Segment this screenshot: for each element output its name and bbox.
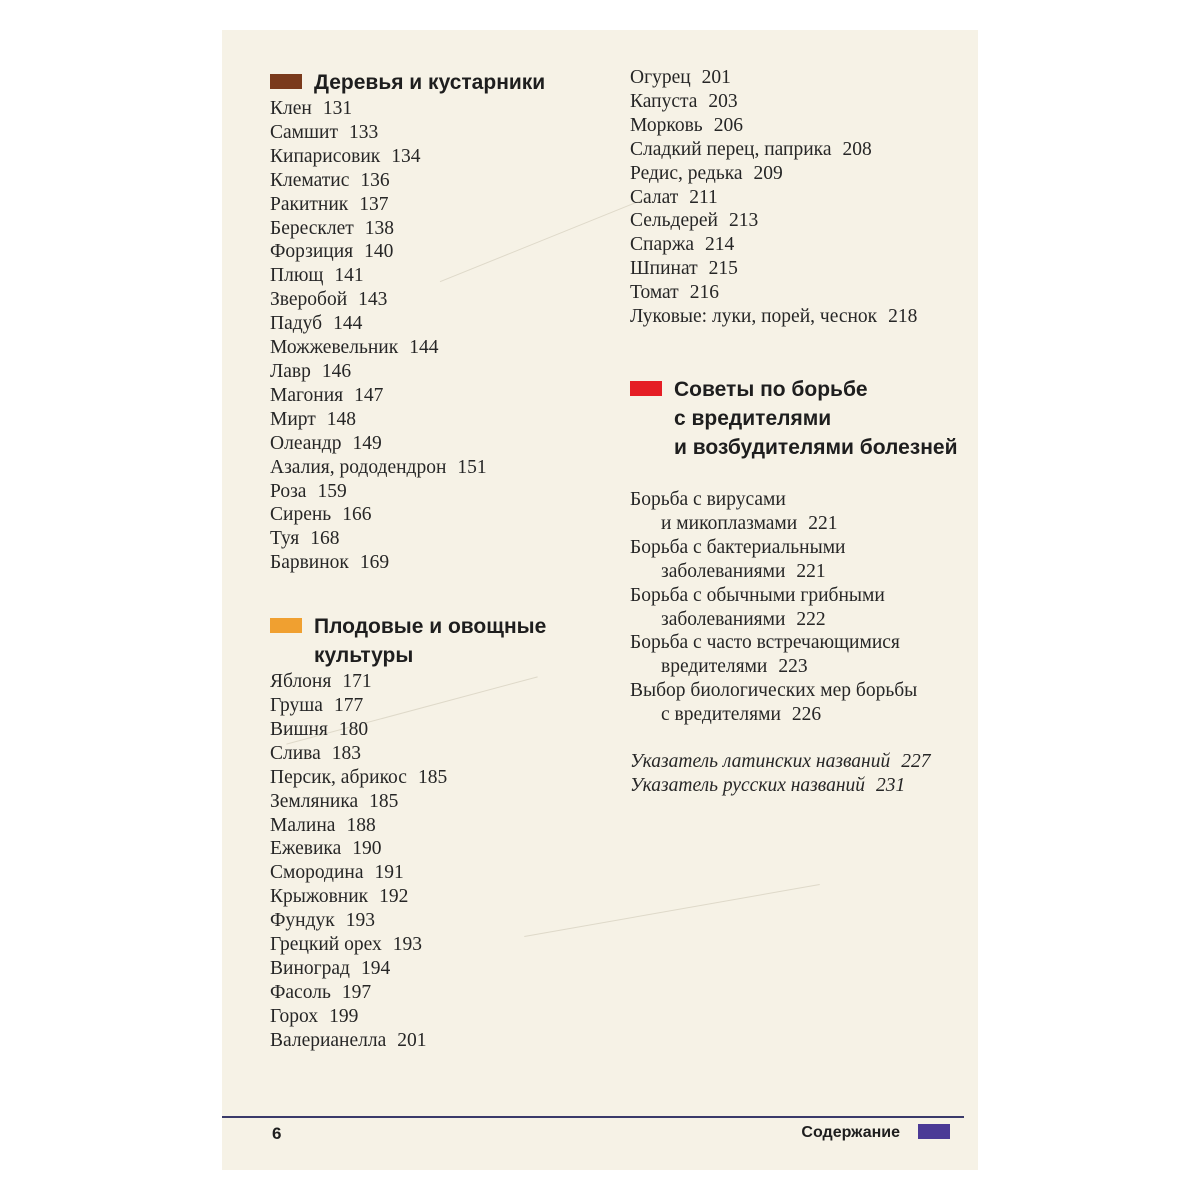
entry-page-number: 208 bbox=[842, 138, 872, 160]
entry-page-number: 199 bbox=[329, 1005, 359, 1027]
entry-page-number: 131 bbox=[322, 98, 353, 119]
toc-entry bbox=[630, 774, 970, 798]
entry-title: Указатель русских названий bbox=[630, 774, 866, 796]
entry-title: Ракитник bbox=[270, 193, 349, 215]
section-title-line: с вредителями bbox=[674, 406, 832, 430]
toc-entry bbox=[270, 814, 590, 838]
entry-page-number: 185 bbox=[369, 790, 399, 812]
entry-title: Фундук bbox=[270, 910, 335, 932]
entry-page-number: 147 bbox=[354, 384, 384, 406]
entry-title-continuation bbox=[630, 703, 970, 727]
entry-page-number: 192 bbox=[379, 886, 409, 908]
entry-page-number: 209 bbox=[753, 162, 783, 184]
toc-entry bbox=[270, 718, 590, 742]
toc-entry bbox=[270, 551, 590, 575]
entry-title: с вредителями bbox=[661, 704, 781, 726]
entry-title: Лавр bbox=[270, 360, 311, 382]
entry-title: Туя bbox=[270, 528, 300, 550]
entry-page-number: 197 bbox=[341, 981, 372, 1003]
entry-page-number: 201 bbox=[397, 1029, 427, 1051]
entry-title: Борьба с часто встречающимися bbox=[630, 632, 900, 654]
toc-entry bbox=[630, 305, 970, 329]
vegetables-entry-list bbox=[630, 66, 970, 329]
toc-entry bbox=[630, 631, 970, 679]
toc-entry bbox=[630, 162, 970, 186]
entry-page-number: 144 bbox=[409, 337, 439, 359]
toc-entry bbox=[270, 861, 590, 885]
toc-entry bbox=[270, 217, 590, 241]
toc-entry bbox=[630, 281, 970, 305]
toc-entry bbox=[270, 694, 590, 718]
section-pests-heading bbox=[630, 375, 970, 462]
entry-title: Капуста bbox=[630, 90, 698, 112]
toc-entry bbox=[270, 169, 590, 193]
entry-title: Смородина bbox=[270, 862, 364, 884]
entry-page-number: 214 bbox=[704, 234, 735, 256]
toc-entry bbox=[270, 408, 590, 432]
entry-title: Салат bbox=[630, 186, 679, 208]
section-title-line: и возбудителями болезней bbox=[674, 435, 958, 459]
entry-page-number: 144 bbox=[333, 313, 363, 335]
entry-page-number: 141 bbox=[334, 265, 364, 287]
entry-page-number: 203 bbox=[708, 90, 738, 112]
entry-title: вредителями bbox=[661, 656, 768, 678]
entry-title: Томат bbox=[630, 282, 679, 304]
entry-page-number: 137 bbox=[359, 193, 389, 215]
entry-title: Редис, редька bbox=[630, 162, 743, 184]
entry-page-number: 166 bbox=[342, 504, 372, 526]
entry-title-continuation bbox=[630, 560, 970, 584]
entry-page-number: 140 bbox=[364, 241, 394, 263]
entry-page-number: 138 bbox=[364, 217, 395, 239]
toc-entry bbox=[270, 480, 590, 504]
entry-page-number: 216 bbox=[689, 282, 719, 304]
page-footer bbox=[222, 1116, 964, 1148]
entry-page-number: 149 bbox=[352, 432, 382, 454]
section-title: Деревья и кустарники bbox=[314, 71, 546, 94]
entry-title: Бересклет bbox=[270, 217, 354, 239]
index-entry-list bbox=[630, 750, 970, 798]
fruits-color-swatch bbox=[270, 618, 302, 633]
entry-title: Указатель латинских названий bbox=[630, 751, 891, 773]
entry-title: Кипарисовик bbox=[270, 145, 381, 167]
entry-title: Сладкий перец, паприка bbox=[630, 138, 832, 160]
toc-entry bbox=[630, 209, 970, 233]
toc-entry bbox=[630, 488, 970, 536]
toc-entry bbox=[630, 233, 970, 257]
toc-entry bbox=[270, 360, 590, 384]
pests-color-swatch bbox=[630, 381, 662, 396]
entry-title: Луковые: луки, порей, чеснок bbox=[630, 306, 878, 328]
entry-title: Самшит bbox=[270, 121, 338, 143]
entry-page-number: 221 bbox=[808, 512, 838, 534]
entry-title: Азалия, рододендрон bbox=[270, 456, 447, 478]
entry-title: Спаржа bbox=[630, 234, 694, 256]
entry-page-number: 226 bbox=[791, 704, 822, 726]
toc-entry bbox=[270, 527, 590, 551]
section-title bbox=[674, 375, 958, 462]
entry-title: Валерианелла bbox=[270, 1029, 387, 1051]
toc-entry bbox=[270, 766, 590, 790]
entry-title: Груша bbox=[270, 695, 323, 717]
entry-title: Огурец bbox=[630, 67, 691, 88]
entry-title: Сельдерей bbox=[630, 210, 718, 232]
trees-color-swatch bbox=[270, 74, 302, 89]
entry-page-number: 148 bbox=[326, 408, 357, 430]
entry-page-number: 171 bbox=[342, 671, 372, 693]
book-page bbox=[222, 30, 978, 1170]
pests-entry-list bbox=[630, 488, 970, 727]
toc-entry bbox=[630, 679, 970, 727]
entry-title: Борьба с бактериальными bbox=[630, 536, 846, 558]
trees-entry-list bbox=[270, 97, 590, 575]
entry-page-number: 134 bbox=[391, 145, 421, 167]
right-column bbox=[630, 66, 970, 798]
entry-page-number: 213 bbox=[728, 210, 759, 232]
toc-entry bbox=[270, 885, 590, 909]
entry-page-number: 231 bbox=[876, 774, 906, 796]
entry-title: Фасоль bbox=[270, 981, 331, 1003]
entry-page-number: 185 bbox=[417, 766, 448, 788]
entry-page-number: 221 bbox=[796, 560, 826, 582]
toc-entry bbox=[630, 584, 970, 632]
section-fruits-heading bbox=[270, 612, 590, 670]
entry-title: Магония bbox=[270, 384, 344, 406]
entry-title: Шпинат bbox=[630, 258, 698, 280]
entry-page-number: 136 bbox=[360, 169, 390, 191]
entry-page-number: 168 bbox=[310, 528, 340, 550]
entry-title: Горох bbox=[270, 1005, 319, 1027]
entry-page-number: 151 bbox=[457, 456, 487, 478]
entry-page-number: 183 bbox=[331, 742, 362, 764]
section-title bbox=[314, 612, 546, 670]
toc-entry bbox=[270, 288, 590, 312]
left-column bbox=[270, 68, 590, 1053]
entry-page-number: 227 bbox=[901, 751, 931, 773]
entry-page-number: 188 bbox=[346, 814, 376, 836]
toc-entry bbox=[630, 257, 970, 281]
entry-title: Слива bbox=[270, 742, 321, 764]
entry-title: Клематис bbox=[270, 169, 350, 191]
entry-page-number: 159 bbox=[317, 480, 347, 502]
entry-title: Форзиция bbox=[270, 241, 354, 263]
page-number: 6 bbox=[272, 1124, 282, 1143]
entry-title: Ежевика bbox=[270, 838, 342, 860]
toc-entry bbox=[270, 240, 590, 264]
toc-entry bbox=[270, 837, 590, 861]
entry-page-number: 146 bbox=[321, 360, 352, 382]
running-title: Содержание bbox=[801, 1124, 900, 1141]
toc-entry bbox=[270, 312, 590, 336]
entry-title: Яблоня bbox=[270, 671, 332, 693]
entry-page-number: 177 bbox=[333, 695, 364, 717]
toc-entry bbox=[270, 456, 590, 480]
section-trees-heading bbox=[270, 68, 590, 97]
entry-page-number: 193 bbox=[345, 910, 375, 932]
section-title-line: Советы по борьбе bbox=[674, 377, 868, 401]
toc-entry bbox=[270, 145, 590, 169]
toc-entry bbox=[630, 536, 970, 584]
entry-page-number: 193 bbox=[392, 934, 423, 956]
entry-title: Крыжовник bbox=[270, 886, 369, 908]
section-title-line: Плодовые и овощные bbox=[314, 615, 547, 639]
entry-page-number: 218 bbox=[888, 306, 918, 328]
toc-entry bbox=[270, 193, 590, 217]
entry-title-continuation bbox=[630, 512, 970, 536]
toc-entry bbox=[270, 790, 590, 814]
toc-entry bbox=[270, 957, 590, 981]
toc-entry bbox=[630, 138, 970, 162]
entry-title: Падуб bbox=[270, 313, 323, 335]
entry-title-continuation bbox=[630, 655, 970, 679]
toc-entry bbox=[270, 933, 590, 957]
entry-page-number: 133 bbox=[348, 121, 379, 143]
entry-page-number: 180 bbox=[338, 718, 369, 740]
entry-page-number: 190 bbox=[352, 838, 382, 860]
toc-entry bbox=[270, 432, 590, 456]
entry-page-number: 223 bbox=[778, 656, 808, 678]
entry-page-number: 222 bbox=[796, 608, 826, 630]
toc-entry bbox=[630, 114, 970, 138]
entry-title: Зверобой bbox=[270, 289, 348, 311]
toc-entry bbox=[630, 750, 970, 774]
fruits-entry-list bbox=[270, 670, 590, 1053]
entry-page-number: 169 bbox=[359, 552, 390, 574]
entry-title: Роза bbox=[270, 480, 307, 502]
entry-title: Барвинок bbox=[270, 552, 349, 574]
entry-title: Мирт bbox=[270, 408, 316, 430]
toc-entry bbox=[270, 264, 590, 288]
toc-entry bbox=[270, 670, 590, 694]
entry-title: Борьба с вирусами bbox=[630, 488, 786, 510]
entry-title: Малина bbox=[270, 814, 336, 836]
toc-entry bbox=[270, 909, 590, 933]
entry-title: заболеваниями bbox=[661, 608, 786, 630]
toc-entry bbox=[630, 186, 970, 210]
entry-title-continuation bbox=[630, 608, 970, 632]
toc-entry bbox=[270, 1005, 590, 1029]
entry-page-number: 201 bbox=[701, 67, 731, 88]
toc-entry bbox=[270, 336, 590, 360]
entry-title: Земляника bbox=[270, 790, 359, 812]
toc-entry bbox=[270, 981, 590, 1005]
entry-title: Можжевельник bbox=[270, 337, 399, 359]
entry-title: Плющ bbox=[270, 265, 324, 287]
entry-title: Выбор биологических мер борьбы bbox=[630, 680, 918, 702]
entry-title: Борьба с обычными грибными bbox=[630, 584, 885, 606]
entry-title: заболеваниями bbox=[661, 560, 786, 582]
entry-title: Виноград bbox=[270, 958, 350, 979]
entry-title: Вишня bbox=[270, 718, 328, 740]
toc-entry bbox=[270, 1029, 590, 1053]
footer-color-swatch bbox=[918, 1124, 950, 1139]
entry-page-number: 194 bbox=[360, 958, 391, 979]
toc-entry bbox=[270, 503, 590, 527]
entry-title: Морковь bbox=[630, 114, 703, 136]
entry-title: Сирень bbox=[270, 504, 332, 526]
toc-entry bbox=[630, 66, 970, 90]
entry-page-number: 211 bbox=[689, 186, 718, 208]
entry-page-number: 191 bbox=[374, 862, 404, 884]
toc-entry bbox=[630, 90, 970, 114]
toc-entry bbox=[270, 97, 590, 121]
entry-title: Персик, абрикос bbox=[270, 766, 407, 788]
entry-page-number: 206 bbox=[713, 114, 743, 136]
toc-entry bbox=[270, 742, 590, 766]
entry-page-number: 143 bbox=[358, 289, 388, 311]
entry-title: и микоплазмами bbox=[661, 512, 798, 534]
toc-entry bbox=[270, 384, 590, 408]
entry-title: Олеандр bbox=[270, 432, 342, 454]
section-title-line: культуры bbox=[314, 644, 414, 668]
entry-title: Грецкий орех bbox=[270, 934, 382, 956]
entry-page-number: 215 bbox=[708, 258, 738, 280]
toc-entry bbox=[270, 121, 590, 145]
entry-title: Клен bbox=[270, 98, 312, 119]
